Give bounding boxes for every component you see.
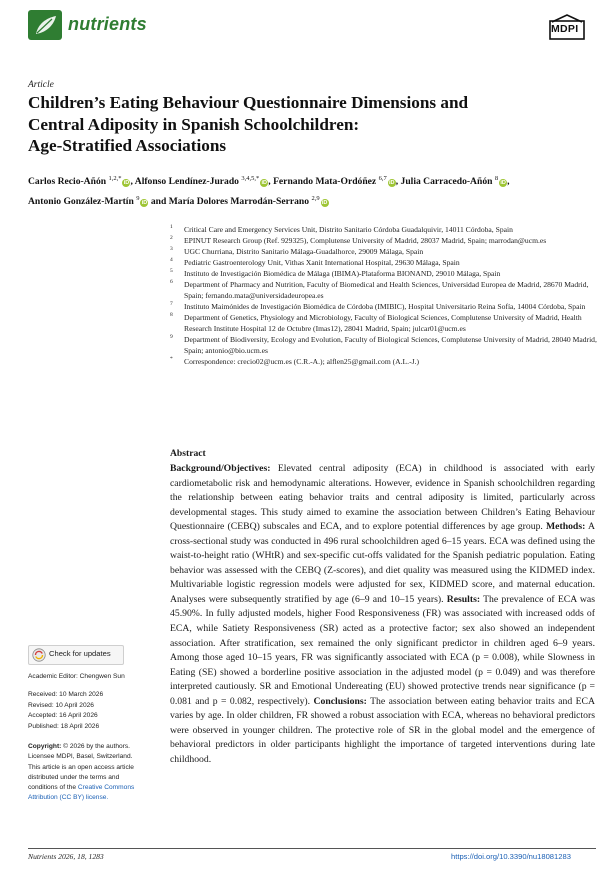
background-text: Elevated central adiposity (ECA) in childhood is associated with early cardiometabolic risk and hemodynamic alterations. However, evidence in Spanish schoolchildren regarding the relationship between eating behavior traits and central adiposity is limited, particularly across developmental stages. This study aimed to examine the association between Children’s Eating Behaviour Questionnaire (CEBQ) subscales and ECA, and to explore potential differences by age group. bbox=[170, 463, 595, 533]
author[interactable]: Julia Carracedo-Añón $^8$iD bbox=[400, 175, 506, 187]
check-for-updates-button[interactable] bbox=[28, 645, 124, 665]
author[interactable]: Fernando Mata-Ordóñez $^{6,7}$iD bbox=[273, 175, 395, 187]
correspondence: * Correspondence: crecio02@ucm.es (C.R.-A.); alflen25@gmail.com (A.L.-J.) bbox=[170, 356, 419, 366]
nutrients-leaf-logo-icon bbox=[28, 10, 62, 40]
methods-label: Methods: bbox=[546, 521, 586, 533]
affiliation: 2 EPINUT Research Group (Ref. 929325), Complutense University of Madrid, 28037 Madrid, Spain; marrodan@ucm.es bbox=[170, 235, 547, 245]
title-line: Children’s Eating Behaviour Questionnaire Dimensions and bbox=[28, 93, 469, 112]
orcid-icon[interactable]: iD bbox=[141, 200, 148, 206]
date-revised: Revised: 10 April 2026 bbox=[28, 701, 94, 709]
author[interactable]: María Dolores Marrodán-Serrano $^{2,9}$iD bbox=[168, 195, 328, 207]
article-title bbox=[28, 92, 588, 157]
conclusions-text: The association between eating behavior traits and ECA varies by age. In older children, FR showed a robust association with ECA, whereas no behavioral predictors were observed in younger children. The protective role of SR in the global model and the emergence of behavioral predictors in older participants highlight the importance of targeted interventions during late childhood. bbox=[170, 695, 596, 765]
check-updates-icon bbox=[32, 648, 46, 662]
license-link[interactable]: Creative Commons Attribution (CC BY) license. bbox=[28, 784, 135, 802]
orcid-icon[interactable]: iD bbox=[123, 180, 130, 186]
orcid-icon[interactable]: iD bbox=[321, 200, 328, 206]
orcid-icon[interactable]: iD bbox=[261, 180, 268, 186]
author-list: Carlos Recio-Añón $^{1,2,*}$iD, Alfonso Lendínez-Jurado $^{3,4,5,*}$iD, Fernando Mata-Ordóñez $^{6,7}$iD, Julia Carracedo-Añón $^8$iD, Antonio González-Martín $^9$iD and María Dolores Marrodán-Serrano $^{2,9}$iD bbox=[28, 175, 510, 207]
affiliation: 9 Department of Biodiversity, Ecology and Evolution, Faculty of Biological Sciences, Complutense University of Madrid, 28040 Madrid, Spain; antonio@bio.ucm.es bbox=[170, 334, 597, 355]
academic-editor: Academic Editor: Chengwen Sun bbox=[28, 673, 125, 680]
methods-text: A cross-sectional study was conducted in 496 rural schoolchildren aged 6–15 years. ECA was defined using the waist-to-height ratio (WHtR) and sex-specific cut-offs validated for the Spanish pediatric population. Eating behavior was assessed with the CEBQ (Z-scores), and diet quality was measured using the KIDMED index. Multivariable logistic regression models were adjusted for sex, KIDMED score, and maternal education. Analyses were subsequently stratified by age (6–9 and 10–15 years). bbox=[170, 521, 595, 605]
copyright-notice bbox=[28, 742, 146, 804]
results-label: Results: bbox=[446, 593, 481, 605]
conclusions-label: Conclusions: bbox=[313, 695, 367, 707]
publication-dates bbox=[28, 690, 103, 732]
date-published: Published: 18 April 2026 bbox=[28, 722, 100, 730]
abstract-body bbox=[170, 462, 595, 767]
title-line: Central Adiposity in Spanish Schoolchildren: bbox=[28, 114, 360, 134]
date-received: Received: 10 March 2026 bbox=[28, 691, 104, 698]
affiliations bbox=[170, 224, 602, 367]
affiliation: 5 Instituto de Investigación Biomédica de Málaga (IBIMA)-Plataforma BIONAND, 29010 Málaga, Spain bbox=[170, 268, 501, 278]
author[interactable]: Antonio González-Martín $^9$iD bbox=[28, 195, 148, 207]
footer-divider bbox=[28, 848, 596, 849]
affiliation: 7 Instituto Maimónides de Investigación Biomédica de Córdoba (IMIBIC), Hospital Universitario Reina Sofía, 14004 Córdoba, Spain bbox=[170, 301, 586, 311]
orcid-icon[interactable]: iD bbox=[500, 180, 506, 186]
date-accepted: Accepted: 16 April 2026 bbox=[28, 712, 98, 719]
copyright-label: Copyright: bbox=[28, 743, 62, 750]
abstract-heading: Abstract bbox=[170, 448, 206, 459]
check-for-updates-label: Check for updates bbox=[49, 649, 111, 658]
author[interactable]: Alfonso Lendínez-Jurado $^{3,4,5,*}$iD bbox=[134, 175, 268, 187]
author[interactable]: Carlos Recio-Añón $^{1,2,*}$iD bbox=[28, 175, 130, 187]
affiliation: 1 Critical Care and Emergency Services Unit, Distrito Sanitario Córdoba Guadalquivir, 14011 Córdoba, Spain bbox=[170, 224, 513, 234]
mdpi-logo-text: MDPI bbox=[551, 23, 579, 35]
doi-link[interactable]: https://doi.org/10.3390/nu18081283 bbox=[451, 852, 571, 861]
affiliation: 3 UGC Churriana, Distrito Sanitario Málaga-Guadalhorce, 29009 Málaga, Spain bbox=[170, 246, 424, 256]
title-line: Age-Stratified Associations bbox=[28, 136, 227, 155]
results-text: The prevalence of ECA was 45.90%. In fully adjusted models, higher Food Responsiveness (FR) was associated with increased odds of ECA, while Satiety Responsiveness (SR) acted as a protective factor; sex also showed an independent association. After stratification, sex remained the only significant predictor in children aged 6–9 years. Among those aged 10–15 years, FR was significantly associated with ECA (p = 0.008), while Slowness in Eating (SE) showed a borderline positive association in the adjusted model (p = 0.049) and was therefore interpreted cautiously. SR and Emotional Undereating (EU) showed protective trends near significance (p = 0.081 and p = 0.082, respectively). bbox=[170, 593, 595, 707]
affiliation: 4 Pediatric Gastroenterology Unit, Vithas Xanit International Hospital, 29630 Málaga, Spain bbox=[170, 257, 460, 267]
affiliation: 6 Department of Pharmacy and Nutrition, Faculty of Biomedical and Health Sciences, Universidad Europea de Madrid, 28670 Madrid, Spain; fernando.mata@universidadeuropea.es bbox=[170, 279, 589, 300]
journal-name[interactable]: nutrients bbox=[68, 14, 147, 34]
affiliation: 8 Department of Genetics, Physiology and Microbiology, Faculty of Biological Sciences, Complutense University of Madrid, Health Research Institute Hospital 12 de Octubre (Imas12), 28041 Madrid, Spain; julcar01@ucm.es bbox=[170, 312, 582, 333]
orcid-icon[interactable]: iD bbox=[388, 180, 395, 186]
copyright-text: © 2026 by the authors. Licensee MDPI, Basel, Switzerland. This article is an open access article distributed under the terms and conditions of the bbox=[28, 743, 134, 792]
article-type: Article bbox=[28, 80, 54, 90]
background-label: Background/Objectives: bbox=[170, 463, 271, 474]
footer-citation: Nutrients 2026, 18, 1283 bbox=[28, 852, 104, 861]
